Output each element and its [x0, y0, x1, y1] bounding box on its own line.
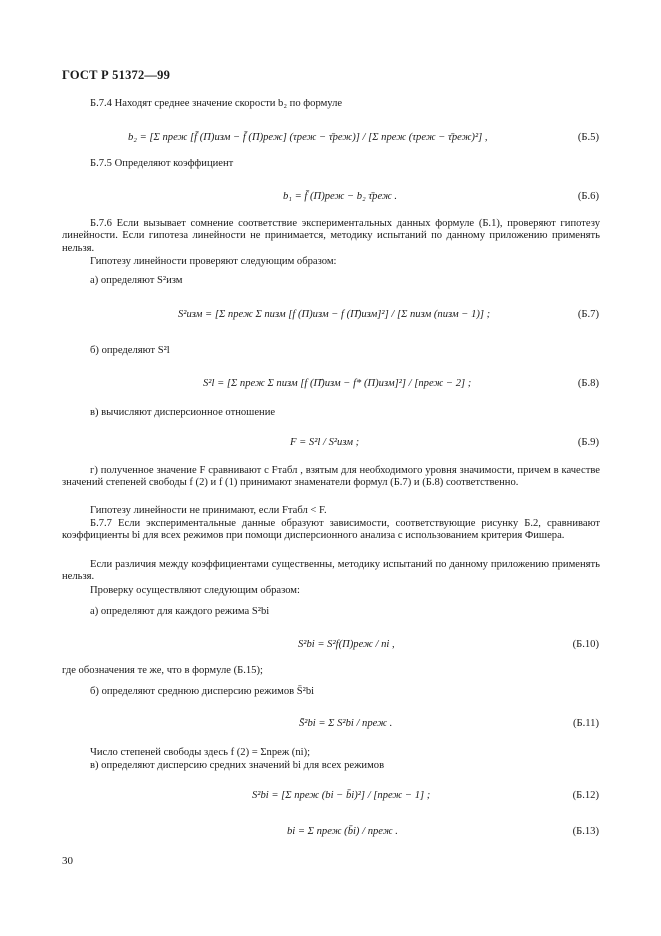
document-header: ГОСТ Р 51372—99: [62, 68, 171, 82]
page-number: 30: [62, 855, 73, 867]
formula-number-b10: (Б.10): [572, 639, 599, 650]
step-v-variance: в) определяют дисперсию средних значений bi для всех режимов: [90, 760, 385, 771]
section-b76: Б.7.6 Если вызывает сомнение соответствие экспериментальных данных формуле (Б.1), проверяют гипотезу линейности. Если гипотеза линейности не принимается, методику испытаний по данному приложению применять нельзя.: [62, 218, 600, 254]
section-b77: Б.7.7 Если экспериментальные данные образуют зависимости, соответствующие рисунку Б.2, сравнивают коэффициенты bi для всех режимов при помощи дисперсионного анализа с использованием критерия Фишера.: [62, 518, 600, 542]
formula-number-b9: (Б.9): [577, 437, 599, 448]
step-a-measure: а) определяют S²изм: [90, 275, 183, 286]
section-b74: Б.7.4 Находят среднее значение скорости b₂ по формуле: [90, 98, 343, 109]
formula-b10: S²bi = S²f(П)реж / ni ,: [298, 639, 395, 650]
notation-note: где обозначения те же, что в формуле (Б.15);: [62, 665, 263, 676]
step-b-determine: б) определяют S²l: [90, 345, 170, 356]
formula-number-b5: (Б.5): [577, 132, 599, 143]
check-intro: Проверку осуществляют следующим образом:: [90, 585, 300, 596]
step-g-compare: г) полученное значение F сравнивают с Fтабл , взятым для необходимого уровня значимости, причем в качестве значений степеней свободы f (2) и f (1) принимают знаменатели формул (Б.7) и (Б.8) соответственно.: [62, 465, 600, 489]
formula-b13: bi = Σ nреж (b̄i) / nреж .: [287, 826, 398, 837]
formula-b9: F = S²l / S²изм ;: [290, 437, 360, 448]
formula-b7: S²изм = [Σ nреж Σ nизм [f (П)изм − f (П̄)изм]²] / [Σ nизм (nизм − 1)] ;: [178, 309, 491, 320]
formula-b8: S²l = [Σ nреж Σ nизм [f (П̄)изм − f* (П)изм]²] / [nреж − 2] ;: [203, 378, 472, 389]
step-b-mean: б) определяют среднюю дисперсию режимов S̄²bi: [90, 686, 315, 697]
formula-b5: b₂ = [Σ nреж [f̄ (П)изм − f̄ (П)реж] (τреж − τ̄реж)] / [Σ nреж (τреж − τ̄реж)²] ,: [128, 132, 488, 143]
formula-number-b8: (Б.8): [577, 378, 599, 389]
formula-number-b7: (Б.7): [577, 309, 599, 320]
formula-number-b13: (Б.13): [572, 826, 599, 837]
formula-b6: b₁ = f̄ (П)реж − b₂ τ̄реж .: [283, 191, 398, 202]
formula-number-b6: (Б.6): [577, 191, 599, 202]
formula-b12: S²bi = [Σ nреж (bi − b̄i)²] / [nреж − 1] ;: [252, 790, 431, 801]
hypothesis-reject: Гипотезу линейности не принимают, если Fтабл < F.: [90, 505, 327, 516]
hypothesis-intro: Гипотезу линейности проверяют следующим образом:: [90, 256, 337, 267]
differences-note: Если различия между коэффициентами существенны, методику испытаний по данному приложению применять нельзя.: [62, 559, 600, 583]
step-v-ratio: в) вычисляют дисперсионное отношение: [90, 407, 276, 418]
formula-number-b12: (Б.12): [572, 790, 599, 801]
step-a-mode: а) определяют для каждого режима S²bi: [90, 606, 270, 617]
section-b75: Б.7.5 Определяют коэффициент: [90, 158, 234, 169]
formula-number-b11: (Б.11): [573, 718, 599, 729]
formula-b11: S̄²bi = Σ S²bi / nреж .: [299, 718, 393, 729]
degrees-of-freedom: Число степеней свободы здесь f (2) = Σnреж (ni);: [90, 747, 311, 758]
